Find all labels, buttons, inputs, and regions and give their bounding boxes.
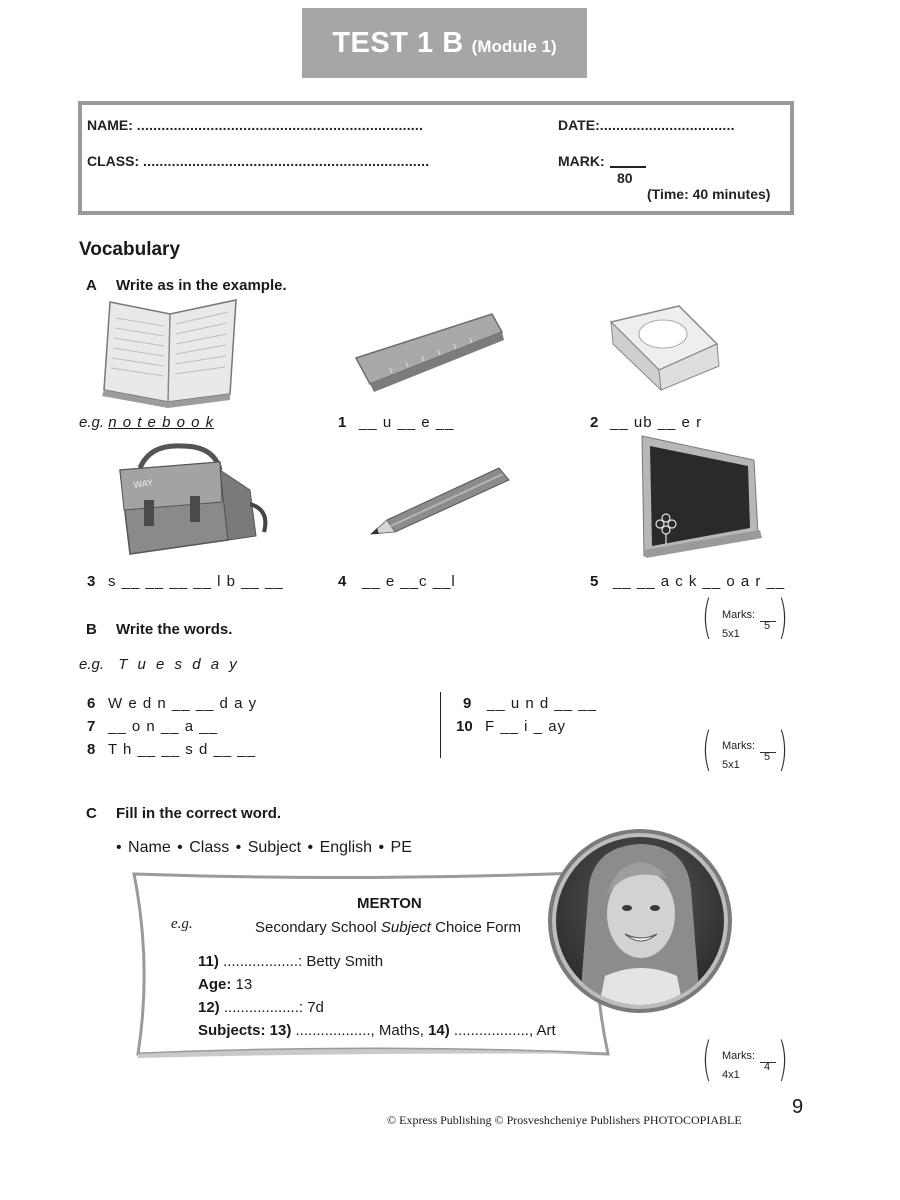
item-10-text[interactable]: F __ i _ ay [485,718,567,735]
marks-b-right-paren: ) [778,722,788,776]
form-school-name: MERTON [357,895,422,912]
example-word: T u e s d a y [118,656,240,673]
item-6-number: 6 [87,695,96,712]
task-a-example [79,414,214,431]
task-b-letter: B [86,621,97,638]
form-heading-pre: Secondary School [255,919,381,936]
test-subtitle: (Module 1) [471,36,557,56]
item-6-text[interactable]: W e d n __ __ d a y [108,695,258,712]
example-word: n o t e b o o k [108,414,215,431]
form-subjects-label: Subjects: 13) [198,1022,292,1039]
task-b-example [79,656,240,673]
form-heading-italic: Subject [380,919,431,936]
marks-b-left-paren: ( [702,722,712,776]
class-label: CLASS: [87,153,140,169]
marks-a-scheme: 5x1 [722,628,740,640]
form-line-11-text: ..................: Betty Smith [218,953,384,970]
date-field[interactable] [558,117,735,133]
item-3-text[interactable]: s __ __ __ __ l b __ __ [108,573,284,590]
item-1-text[interactable]: __ u __ e __ [359,414,455,431]
mark-fraction-line [610,166,646,168]
marks-b-scheme: 5x1 [722,759,740,771]
item-8-number: 8 [87,741,96,758]
form-line-age [198,976,252,993]
ruler-illustration [352,310,507,395]
student-portrait-photo [545,826,735,1016]
item-9-text[interactable]: __ u n d __ __ [487,695,597,712]
form-age-label: Age: [198,976,232,993]
svg-text:WAY: WAY [132,477,154,490]
task-c-word-list: • Name • Class • Subject • English • PE [116,839,412,856]
page-number: 9 [792,1096,804,1118]
date-label: DATE: [558,117,600,133]
item-9-number: 9 [463,695,472,712]
item-4-number: 4 [338,573,347,590]
form-line-14-number: 14) [428,1022,450,1039]
marks-a-denominator: 5 [764,620,771,632]
date-dots: ................................. [599,117,735,133]
item-5-number: 5 [590,573,599,590]
form-line-12-number: 12) [198,999,220,1016]
form-example-prefix: e.g. [171,916,193,932]
marks-a-left-paren: ( [702,590,712,644]
item-3-number: 3 [87,573,96,590]
test-title: TEST 1 B [332,26,464,59]
name-dots: ...................................................................... [136,117,424,133]
task-c-letter: C [86,805,97,822]
marks-b-label: Marks: [722,740,755,752]
form-line-12[interactable] [198,999,324,1016]
time-note: (Time: 40 minutes) [647,186,771,202]
form-heading [255,919,521,936]
mark-total: 80 [617,170,633,186]
marks-a-label: Marks: [722,609,755,621]
mark-label: MARK: [558,153,605,169]
notebook-illustration [98,298,243,410]
marks-c-denominator: 4 [764,1061,771,1073]
schoolbag-illustration [110,440,270,560]
form-subjects-text-1: .................., Maths, [291,1022,429,1039]
marks-b-denominator: 5 [764,751,771,763]
item-1-number: 1 [338,414,347,431]
form-age-value: 13 [231,976,253,993]
marks-c-left-paren: ( [702,1032,712,1086]
name-label: NAME: [87,117,133,133]
name-field[interactable] [87,117,423,133]
blackboard-illustration [636,432,766,560]
item-7-text[interactable]: __ o n __ a __ [108,718,218,735]
task-c-title: Fill in the correct word. [116,805,282,822]
item-4-text[interactable]: __ e __c __l [362,573,456,590]
item-7-number: 7 [87,718,96,735]
form-line-11-number: 11) [198,953,219,970]
form-heading-post: Choice Form [430,919,521,936]
task-b-divider [440,692,441,758]
section-title-vocabulary: Vocabulary [79,239,181,260]
item-2-text[interactable]: __ ub __ e r [610,414,703,431]
form-subjects-text-2: .................., Art [449,1022,556,1039]
marks-a-right-paren: ) [778,590,788,644]
item-8-text[interactable]: T h __ __ s d __ __ [108,741,256,758]
marks-c-label: Marks: [722,1050,755,1062]
item-5-text[interactable]: __ __ a c k __ o a r __ [613,573,786,590]
form-line-12-text: ..................: 7d [219,999,324,1016]
task-b-title: Write the words. [116,621,233,638]
class-dots: ...................................................................... [143,153,430,169]
marks-c-scheme: 4x1 [722,1069,740,1081]
form-line-subjects[interactable] [198,1022,556,1039]
pencil-illustration [365,462,515,538]
item-2-number: 2 [590,414,599,431]
rubber-illustration [603,300,723,395]
example-prefix: e.g. [79,414,105,431]
form-line-11[interactable] [198,953,383,970]
task-a-letter: A [86,277,97,294]
item-10-number: 10 [456,718,473,735]
copyright-footer: © Express Publishing © Prosveshcheniye Publishers PHOTOCOPIABLE [387,1113,742,1127]
class-field[interactable] [87,153,429,169]
marks-c-right-paren: ) [778,1032,788,1086]
task-a-title: Write as in the example. [116,277,287,294]
example-prefix: e.g. [79,656,105,673]
test-title-banner [302,8,587,78]
